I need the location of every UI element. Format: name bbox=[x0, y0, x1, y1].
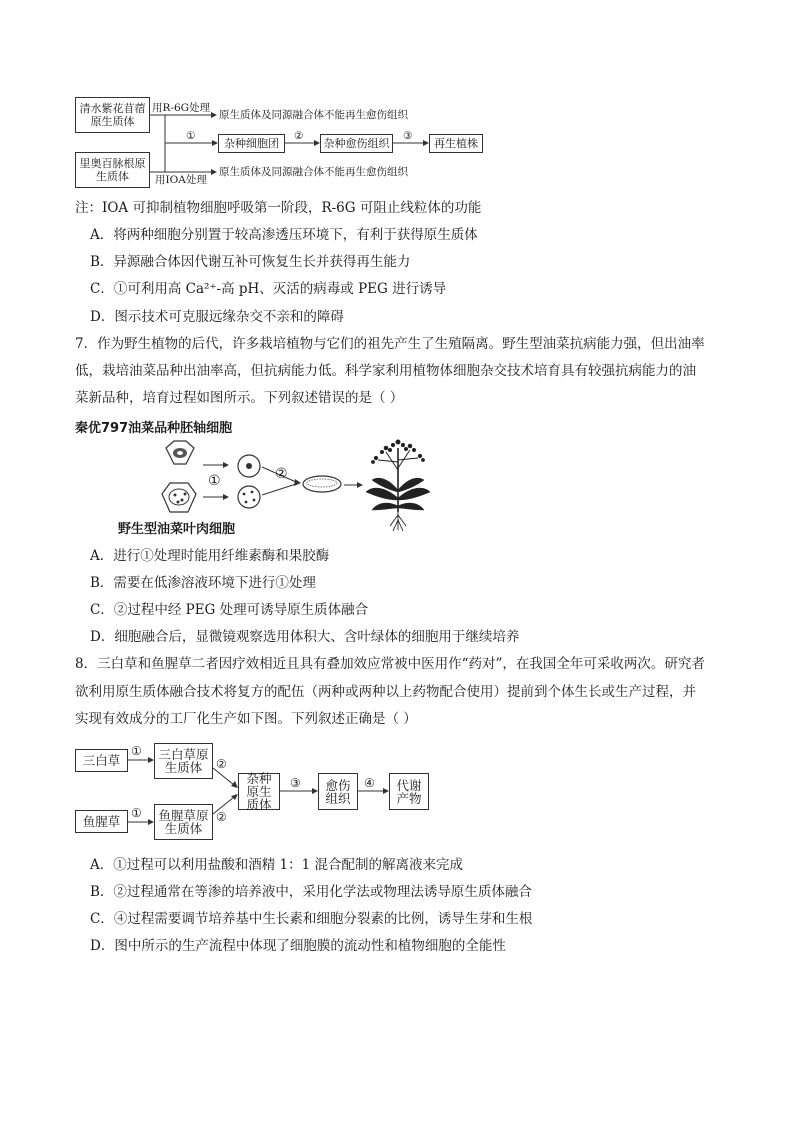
result-top: 原生质体及同源融合体不能再生愈伤组织 bbox=[219, 109, 408, 121]
box-hybrid-callus-label: 杂种愈伤组织 bbox=[323, 137, 390, 150]
q8-option-c: C．④过程需要调节培养基中生长素和细胞分裂素的比例，诱导生芽和生根 bbox=[90, 911, 533, 927]
q7-option-d: D．细胞融合后，显微镜观察选用体积大、含叶绿体的细胞用于继续培养 bbox=[90, 629, 520, 645]
box-metabolite-label: 代谢产物 bbox=[396, 777, 422, 806]
q6-option-c: C．①可利用高 Ca²⁺-高 pH、灭活的病毒或 PEG 进行诱导 bbox=[90, 281, 447, 297]
box-alfalfa-protoplast-label: 清水紫花苜蓿原生质体 bbox=[79, 102, 146, 128]
box-callus bbox=[318, 773, 358, 810]
result-bottom: 原生质体及同源融合体不能再生愈伤组织 bbox=[219, 166, 408, 178]
q7-step-1-label: ① bbox=[208, 473, 221, 489]
q8-option-d: D．图中所示的生产流程中体现了细胞膜的流动性和植物细胞的全能性 bbox=[90, 938, 506, 954]
q8-step-2-top: ② bbox=[216, 757, 227, 771]
step-1-label: ① bbox=[186, 130, 196, 142]
q8-stem-line-2: 欲利用原生质体融合技术将复方的配伍（两种或两种以上药物配合使用）提前到个体生长或生产过程，并 bbox=[75, 684, 696, 700]
label-r6g-treatment: 用R-6G处理 bbox=[152, 102, 211, 114]
box-hybrid-protoplast-label: 杂种原生质体 bbox=[246, 771, 272, 812]
q6-option-a: A．将两种细胞分别置于较高渗透压环境下，有利于获得原生质体 bbox=[90, 227, 478, 243]
box-yuxingcao-label: 鱼腥草 bbox=[82, 814, 121, 829]
q7-option-a: A．进行①处理时能用纤维素酶和果胶酶 bbox=[90, 548, 330, 564]
box-hybrid-cell-cluster-label: 杂种细胞团 bbox=[224, 137, 279, 150]
box-hybrid-protoplast bbox=[238, 773, 280, 810]
q7-option-c: C．②过程中经 PEG 处理可诱导原生质体融合 bbox=[90, 602, 369, 618]
box-yuxingcao-protoplast-label: 鱼腥草原生质体 bbox=[158, 808, 209, 836]
label-wild-mesophyll: 野生型油菜叶肉细胞 bbox=[118, 522, 236, 537]
box-yuxingcao bbox=[75, 810, 128, 833]
q7-stem-line-2: 低，栽培油菜品种出油率高，但抗病能力低。科学家利用植物体细胞杂交技术培育具有较强抗病能力的油 bbox=[75, 363, 696, 379]
q8-step-3: ③ bbox=[290, 776, 301, 790]
q8-option-b: B．②过程通常在等渗的培养液中，采用化学法或物理法诱导原生质体融合 bbox=[90, 884, 532, 900]
q8-step-1-bottom: ① bbox=[131, 806, 142, 820]
step-2-label: ② bbox=[294, 130, 304, 142]
diagram-note: 注：IOA 可抑制植物细胞呼吸第一阶段，R-6G 可阻止线粒体的功能 bbox=[75, 200, 482, 216]
q8-stem-line-3: 实现有效成分的工厂化生产如下图。下列叙述正确是（ ） bbox=[75, 711, 417, 727]
q7-option-b: B．需要在低渗溶液环境下进行①处理 bbox=[90, 575, 316, 591]
q8-step-4: ④ bbox=[364, 776, 375, 790]
box-callus-label: 愈伤组织 bbox=[325, 777, 351, 806]
box-sanbaicao bbox=[75, 749, 128, 772]
q6-option-d: D．图示技术可克服远缘杂交不亲和的障碍 bbox=[90, 309, 344, 325]
step-3-label: ③ bbox=[403, 130, 413, 142]
q8-option-a: A．①过程可以利用盐酸和酒精 1：1 混合配制的解离液来完成 bbox=[90, 857, 464, 873]
q8-step-1-top: ① bbox=[131, 744, 142, 758]
box-sanbaicao-label: 三白草 bbox=[82, 753, 121, 768]
box-lotus-protoplast-label: 里奥百脉根原生质体 bbox=[79, 157, 146, 183]
q8-step-2-bottom: ② bbox=[216, 810, 227, 824]
q6-option-b: B．异源融合体因代谢互补可恢复生长并获得再生能力 bbox=[90, 254, 411, 270]
label-ioa-treatment: 用IOA处理 bbox=[155, 174, 207, 186]
q8-stem-line-1: 8．三白草和鱼腥草二者因疗效相近且具有叠加效应常被中医用作“药对”，在我国全年可采收两次。研究者 bbox=[75, 656, 705, 672]
q7-stem-line-3: 菜新品种，培育过程如图所示。下列叙述错误的是（ ） bbox=[75, 390, 404, 406]
box-sanbaicao-protoplast-label: 三白草原生质体 bbox=[158, 747, 209, 775]
q7-stem-line-1: 7．作为野生植物的后代，许多栽培植物与它们的祖先产生了生殖隔离。野生型油菜抗病能力强，但出油率 bbox=[75, 336, 705, 352]
box-yuxingcao-protoplast bbox=[154, 804, 213, 840]
box-sanbaicao-protoplast bbox=[154, 743, 213, 779]
box-regenerated-plant-label: 再生植株 bbox=[434, 137, 478, 150]
q7-step-2-label: ② bbox=[275, 466, 288, 482]
box-metabolite bbox=[389, 773, 429, 810]
label-rapeseed-hypocotyl: 秦优797油菜品种胚轴细胞 bbox=[75, 421, 233, 436]
